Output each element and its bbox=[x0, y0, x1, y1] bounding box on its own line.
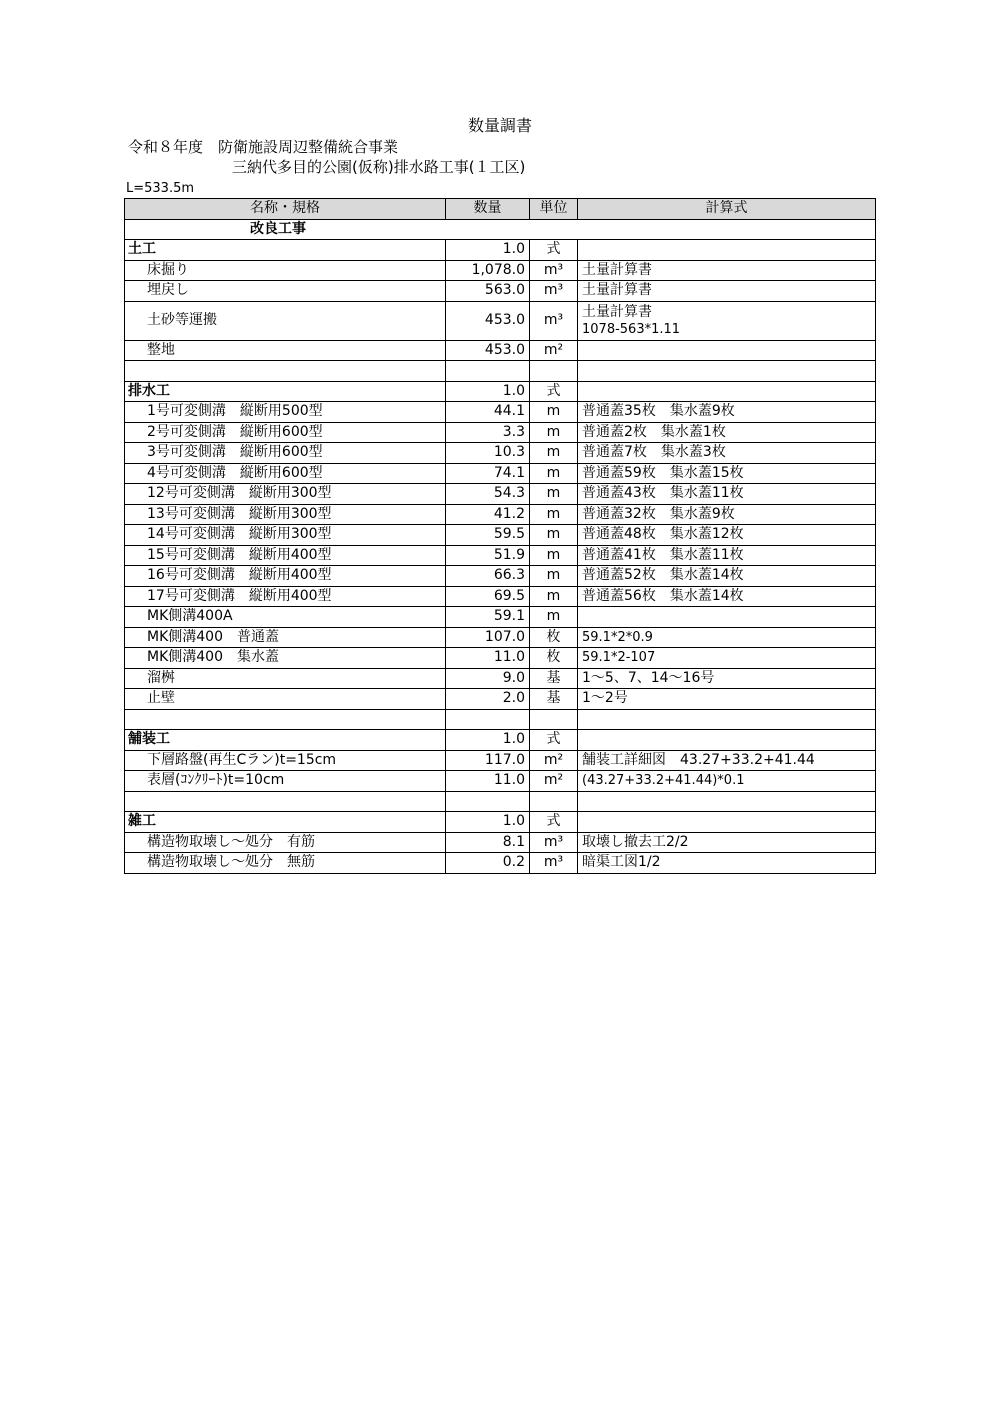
item-quantity: 1.0 bbox=[446, 240, 530, 261]
item-name: 2号可変側溝 縦断用600型 bbox=[125, 422, 446, 443]
item-calculation bbox=[578, 812, 876, 833]
item-calculation: 普通蓋32枚 集水蓋9枚 bbox=[578, 504, 876, 525]
item-calculation: (43.27+33.2+41.44)*0.1 bbox=[578, 771, 876, 792]
item-calculation bbox=[578, 240, 876, 261]
item-quantity: 1.0 bbox=[446, 812, 530, 833]
table-row bbox=[125, 463, 876, 484]
item-unit: m bbox=[530, 443, 578, 464]
item-name: 13号可変側溝 縦断用300型 bbox=[125, 504, 446, 525]
table-row bbox=[125, 627, 876, 648]
item-name bbox=[125, 709, 446, 730]
item-name: 4号可変側溝 縦断用600型 bbox=[125, 463, 446, 484]
item-unit: m³ bbox=[530, 832, 578, 853]
item-calculation bbox=[578, 730, 876, 751]
item-calculation: 土量計算書 bbox=[578, 281, 876, 302]
item-name bbox=[125, 361, 446, 382]
item-quantity: 74.1 bbox=[446, 463, 530, 484]
item-quantity: 59.5 bbox=[446, 525, 530, 546]
item-calculation bbox=[578, 361, 876, 382]
item-quantity: 59.1 bbox=[446, 607, 530, 628]
item-unit: 式 bbox=[530, 730, 578, 751]
item-name: 下層路盤(再生Cラン)t=15cm bbox=[125, 750, 446, 771]
item-quantity: 453.0 bbox=[446, 340, 530, 361]
item-name: MK側溝400 集水蓋 bbox=[125, 648, 446, 669]
item-calculation-line1: 土量計算書 bbox=[582, 304, 652, 320]
item-quantity: 41.2 bbox=[446, 504, 530, 525]
item-quantity: 44.1 bbox=[446, 402, 530, 423]
item-quantity: 563.0 bbox=[446, 281, 530, 302]
item-unit: m³ bbox=[530, 853, 578, 874]
column-header-calc: 計算式 bbox=[578, 199, 876, 220]
item-unit: 式 bbox=[530, 240, 578, 261]
table-row bbox=[125, 545, 876, 566]
project-name: 令和８年度 防衛施設周辺整備統合事業 bbox=[128, 138, 399, 156]
item-quantity: 1.0 bbox=[446, 730, 530, 751]
column-header-name: 名称・規格 bbox=[125, 199, 446, 220]
item-unit bbox=[530, 361, 578, 382]
item-name: 排水工 bbox=[125, 381, 446, 402]
table-row bbox=[125, 402, 876, 423]
item-name: 整地 bbox=[125, 340, 446, 361]
item-calculation: 1～5、7、14～16号 bbox=[578, 668, 876, 689]
item-unit: m bbox=[530, 504, 578, 525]
blank-row bbox=[125, 791, 876, 812]
table-row bbox=[125, 422, 876, 443]
table-row bbox=[125, 443, 876, 464]
column-header-unit: 単位 bbox=[530, 199, 578, 220]
table-row bbox=[125, 648, 876, 669]
table-row bbox=[125, 607, 876, 628]
item-calculation: 普通蓋2枚 集水蓋1枚 bbox=[578, 422, 876, 443]
item-unit: 基 bbox=[530, 668, 578, 689]
section-title: 改良工事 bbox=[125, 219, 876, 240]
item-calculation-line2: 1078-563*1.11 bbox=[582, 322, 681, 337]
item-name: 3号可変側溝 縦断用600型 bbox=[125, 443, 446, 464]
item-quantity: 1,078.0 bbox=[446, 260, 530, 281]
item-quantity: 66.3 bbox=[446, 566, 530, 587]
item-quantity: 0.2 bbox=[446, 853, 530, 874]
item-name: 舗装工 bbox=[125, 730, 446, 751]
item-calculation bbox=[578, 301, 876, 340]
item-name: 構造物取壊し～処分 有筋 bbox=[125, 832, 446, 853]
item-unit: m bbox=[530, 484, 578, 505]
item-calculation: 普通蓋59枚 集水蓋15枚 bbox=[578, 463, 876, 484]
item-calculation: 取壊し撤去工2/2 bbox=[578, 832, 876, 853]
item-calculation bbox=[578, 791, 876, 812]
table-row bbox=[125, 340, 876, 361]
item-name: MK側溝400A bbox=[125, 607, 446, 628]
item-unit: m bbox=[530, 566, 578, 587]
item-unit: m³ bbox=[530, 260, 578, 281]
item-calculation: 59.1*2-107 bbox=[578, 648, 876, 669]
item-name: 16号可変側溝 縦断用400型 bbox=[125, 566, 446, 587]
table-row bbox=[125, 853, 876, 874]
item-unit bbox=[530, 791, 578, 812]
table-row bbox=[125, 586, 876, 607]
table-row bbox=[125, 750, 876, 771]
table-row bbox=[125, 525, 876, 546]
blank-row bbox=[125, 361, 876, 382]
item-unit: m² bbox=[530, 771, 578, 792]
column-header-qty: 数量 bbox=[446, 199, 530, 220]
item-name: 雑工 bbox=[125, 812, 446, 833]
blank-row bbox=[125, 709, 876, 730]
table-row bbox=[125, 832, 876, 853]
table-row bbox=[125, 689, 876, 710]
item-quantity: 8.1 bbox=[446, 832, 530, 853]
item-quantity bbox=[446, 791, 530, 812]
item-name: 土工 bbox=[125, 240, 446, 261]
item-unit: m bbox=[530, 402, 578, 423]
table-row bbox=[125, 301, 876, 340]
item-quantity: 10.3 bbox=[446, 443, 530, 464]
item-calculation bbox=[578, 381, 876, 402]
item-name: 12号可変側溝 縦断用300型 bbox=[125, 484, 446, 505]
item-calculation: 暗渠工図1/2 bbox=[578, 853, 876, 874]
item-unit: m² bbox=[530, 750, 578, 771]
item-unit: m bbox=[530, 586, 578, 607]
table-row bbox=[125, 484, 876, 505]
section-row bbox=[125, 219, 876, 240]
item-quantity: 117.0 bbox=[446, 750, 530, 771]
item-unit: m bbox=[530, 607, 578, 628]
item-name: 止壁 bbox=[125, 689, 446, 710]
item-unit: m³ bbox=[530, 301, 578, 340]
item-name: 床掘り bbox=[125, 260, 446, 281]
item-calculation: 土量計算書 bbox=[578, 260, 876, 281]
category-row bbox=[125, 730, 876, 751]
item-calculation: 普通蓋52枚 集水蓋14枚 bbox=[578, 566, 876, 587]
item-calculation: 舗装工詳細図 43.27+33.2+41.44 bbox=[578, 750, 876, 771]
item-unit bbox=[530, 709, 578, 730]
item-name bbox=[125, 791, 446, 812]
item-unit: m bbox=[530, 422, 578, 443]
item-unit: 枚 bbox=[530, 627, 578, 648]
item-quantity: 11.0 bbox=[446, 771, 530, 792]
item-name: 1号可変側溝 縦断用500型 bbox=[125, 402, 446, 423]
document-title: 数量調書 bbox=[467, 116, 532, 135]
item-quantity: 9.0 bbox=[446, 668, 530, 689]
table-row bbox=[125, 260, 876, 281]
item-calculation: 普通蓋35枚 集水蓋9枚 bbox=[578, 402, 876, 423]
item-unit: m bbox=[530, 545, 578, 566]
item-calculation: 普通蓋43枚 集水蓋11枚 bbox=[578, 484, 876, 505]
item-unit: m³ bbox=[530, 281, 578, 302]
item-quantity bbox=[446, 709, 530, 730]
item-calculation: 普通蓋7枚 集水蓋3枚 bbox=[578, 443, 876, 464]
quantity-table bbox=[124, 198, 876, 874]
category-row bbox=[125, 240, 876, 261]
item-unit: m² bbox=[530, 340, 578, 361]
item-name: 埋戻し bbox=[125, 281, 446, 302]
item-calculation bbox=[578, 340, 876, 361]
length-label: L=533.5m bbox=[126, 181, 195, 196]
item-quantity: 54.3 bbox=[446, 484, 530, 505]
item-quantity: 51.9 bbox=[446, 545, 530, 566]
item-quantity: 453.0 bbox=[446, 301, 530, 340]
category-row bbox=[125, 812, 876, 833]
item-name: 17号可変側溝 縦断用400型 bbox=[125, 586, 446, 607]
work-name: 三納代多目的公園(仮称)排水路工事(１工区) bbox=[232, 158, 526, 176]
table-row bbox=[125, 771, 876, 792]
item-unit: 式 bbox=[530, 381, 578, 402]
item-unit: m bbox=[530, 525, 578, 546]
table-row bbox=[125, 668, 876, 689]
table-row bbox=[125, 566, 876, 587]
item-calculation: 普通蓋41枚 集水蓋11枚 bbox=[578, 545, 876, 566]
item-quantity: 2.0 bbox=[446, 689, 530, 710]
item-unit: 式 bbox=[530, 812, 578, 833]
item-name: 15号可変側溝 縦断用400型 bbox=[125, 545, 446, 566]
table-row bbox=[125, 504, 876, 525]
item-name: 構造物取壊し～処分 無筋 bbox=[125, 853, 446, 874]
item-name: 溜桝 bbox=[125, 668, 446, 689]
category-row bbox=[125, 381, 876, 402]
table-row bbox=[125, 281, 876, 302]
item-quantity: 107.0 bbox=[446, 627, 530, 648]
table-header-row bbox=[125, 199, 876, 220]
item-unit: 基 bbox=[530, 689, 578, 710]
item-name: MK側溝400 普通蓋 bbox=[125, 627, 446, 648]
item-name: 表層(ｺﾝｸﾘｰﾄ)t=10cm bbox=[125, 771, 446, 792]
item-calculation: 普通蓋48枚 集水蓋12枚 bbox=[578, 525, 876, 546]
item-quantity: 3.3 bbox=[446, 422, 530, 443]
item-quantity: 1.0 bbox=[446, 381, 530, 402]
item-calculation bbox=[578, 607, 876, 628]
item-quantity bbox=[446, 361, 530, 382]
item-quantity: 69.5 bbox=[446, 586, 530, 607]
item-name: 14号可変側溝 縦断用300型 bbox=[125, 525, 446, 546]
item-calculation bbox=[578, 709, 876, 730]
item-calculation: 59.1*2*0.9 bbox=[578, 627, 876, 648]
item-calculation: 普通蓋56枚 集水蓋14枚 bbox=[578, 586, 876, 607]
item-calculation: 1～2号 bbox=[578, 689, 876, 710]
item-name: 土砂等運搬 bbox=[125, 301, 446, 340]
item-unit: 枚 bbox=[530, 648, 578, 669]
item-quantity: 11.0 bbox=[446, 648, 530, 669]
item-unit: m bbox=[530, 463, 578, 484]
